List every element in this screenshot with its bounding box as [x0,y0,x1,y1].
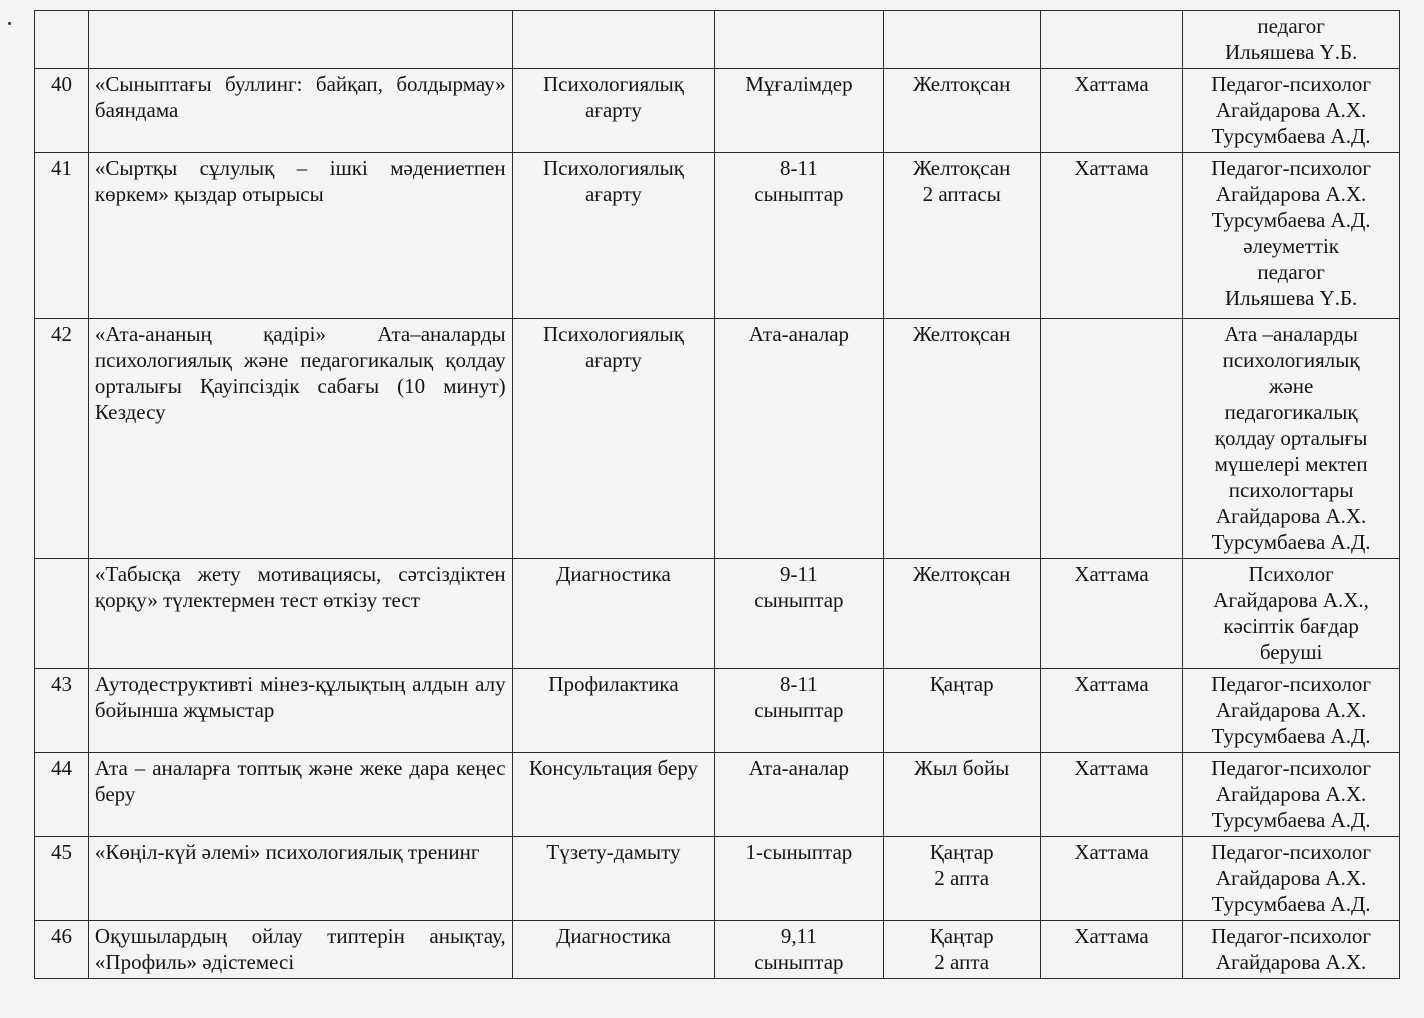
time-cell-line: Желтоқсан [913,322,1011,346]
time-cell [883,753,1040,837]
event-cell: «Сыртқы сұлулық – ішкі мәдениетпен көркем» қыздар отырысы [88,153,512,319]
table-row [35,153,1400,319]
scan-speck [8,22,11,25]
form-cell: Хаттама [1040,153,1182,319]
responsible-cell [1183,319,1400,559]
audience-cell-line: сыныптар [754,698,844,722]
direction-cell: Профилактика [512,669,715,753]
responsible-cell-line: Ата –аналарды [1224,322,1358,346]
direction-cell: Психологиялық ағарту [512,319,715,559]
row-number-cell: 41 [35,153,89,319]
time-cell [883,69,1040,153]
time-cell-line: Желтоқсан [913,72,1011,96]
audience-cell [715,921,883,979]
time-cell-line: Қаңтар [929,924,994,948]
form-cell: Хаттама [1040,669,1182,753]
row-number-cell: 46 [35,921,89,979]
event-cell: Ата – аналарға топтық және жеке дара кеңес беру [88,753,512,837]
audience-cell-line: сыныптар [754,182,844,206]
responsible-cell-line: әлеуметтік [1243,234,1340,258]
time-cell-line: Қаңтар [929,840,994,864]
audience-cell-line: 1-сыныптар [745,840,853,864]
time-cell [883,669,1040,753]
form-cell [1040,319,1182,559]
responsible-cell-line: Агайдарова А.Х. [1215,698,1367,722]
responsible-cell-line: Агайдарова А.Х. [1215,950,1367,974]
time-cell [883,153,1040,319]
direction-cell: Психологиялық ағарту [512,69,715,153]
form-cell: Хаттама [1040,921,1182,979]
form-cell: Хаттама [1040,69,1182,153]
audience-cell [715,669,883,753]
responsible-cell-line: Агайдарова А.Х. [1215,98,1367,122]
table-body [35,11,1400,979]
table-row [35,837,1400,921]
responsible-cell-line: беруші [1259,640,1323,664]
event-cell: «Сыныптағы буллинг: байқап, болдырмау» баяндама [88,69,512,153]
row-number-cell: 42 [35,319,89,559]
responsible-cell-line: Турсумбаева А.Д. [1211,124,1371,148]
event-cell: «Көңіл-күй әлемі» психологиялық тренинг [88,837,512,921]
audience-cell-line: сыныптар [754,950,844,974]
responsible-cell-line: Психолог [1248,562,1334,586]
audience-cell-line: Ата-аналар [748,322,850,346]
responsible-cell-line: Агайдарова А.Х. [1215,782,1367,806]
responsible-cell-line: педагог [1257,260,1325,284]
responsible-cell-line: Педагог-психолог [1211,840,1371,864]
row-number-cell [35,11,89,69]
responsible-cell-line: Агайдарова А.Х. [1215,866,1367,890]
row-number-cell [35,559,89,669]
time-cell-line: 2 апта [934,866,990,890]
responsible-cell-line: Агайдарова А.Х., [1213,588,1369,612]
responsible-cell-line: Педагог-психолог [1211,924,1371,948]
audience-cell-line: 9-11 [780,562,818,586]
responsible-cell-line: Турсумбаева А.Д. [1211,808,1371,832]
audience-cell [715,753,883,837]
responsible-cell [1183,669,1400,753]
audience-cell-line: 8-11 [780,672,818,696]
responsible-cell-line: Турсумбаева А.Д. [1211,530,1371,554]
audience-cell [715,69,883,153]
direction-cell: Диагностика [512,921,715,979]
event-cell: «Табысқа жету мотивациясы, сәтсіздіктен қорқу» түлектермен тест өткізу тест [88,559,512,669]
form-cell: Хаттама [1040,837,1182,921]
responsible-cell [1183,921,1400,979]
time-cell-line: Желтоқсан [913,156,1011,180]
responsible-cell-line: психологиялық [1222,348,1360,372]
responsible-cell-line: педагогикалық [1224,400,1358,424]
event-cell: «Ата-ананың қадірі» Ата–аналарды психологиялық және педагогикалық қолдау орталығы Қауіпсіздік сабағы (10 минут) Кездесу [88,319,512,559]
responsible-cell-line: Педагог-психолог [1211,156,1371,180]
table-row [35,319,1400,559]
direction-cell: Түзету-дамыту [512,837,715,921]
responsible-cell-line: Агайдарова А.Х. [1215,182,1367,206]
audience-cell-line: сыныптар [754,588,844,612]
responsible-cell-line: Турсумбаева А.Д. [1211,724,1371,748]
row-number-cell: 40 [35,69,89,153]
responsible-cell-line: қолдау орталығы [1214,426,1368,450]
responsible-cell [1183,69,1400,153]
audience-cell-line: 9,11 [780,924,817,948]
audience-cell-line: Ата-аналар [748,756,850,780]
table-row [35,11,1400,69]
time-cell-line: 2 апта [934,950,990,974]
responsible-cell-line: және [1268,374,1314,398]
responsible-cell [1183,837,1400,921]
table-row [35,559,1400,669]
responsible-cell-line: Турсумбаева А.Д. [1211,892,1371,916]
time-cell [883,559,1040,669]
time-cell [883,921,1040,979]
responsible-cell [1183,753,1400,837]
audience-cell-line: Мұғалімдер [745,72,853,96]
responsible-cell-line: педагог [1257,14,1325,38]
table-row [35,753,1400,837]
row-number-cell: 43 [35,669,89,753]
responsible-cell-line: Ильяшева Ү.Б. [1224,286,1358,310]
responsible-cell-line: психологтары [1228,478,1354,502]
responsible-cell [1183,153,1400,319]
responsible-cell [1183,559,1400,669]
row-number-cell: 44 [35,753,89,837]
audience-cell [715,837,883,921]
audience-cell [715,319,883,559]
responsible-cell-line: кәсіптік бағдар [1223,614,1359,638]
table-row [35,669,1400,753]
responsible-cell-line: Агайдарова А.Х. [1215,504,1367,528]
row-number-cell: 45 [35,837,89,921]
work-plan-table [34,10,1400,979]
direction-cell [512,11,715,69]
responsible-cell [1183,11,1400,69]
time-cell-line: 2 аптасы [922,182,1001,206]
table-row [35,921,1400,979]
time-cell [883,319,1040,559]
event-cell: Аутодеструктивті мінез-құлықтың алдын алу бойынша жұмыстар [88,669,512,753]
audience-cell [715,11,883,69]
responsible-cell-line: Турсумбаева А.Д. [1211,208,1371,232]
form-cell [1040,11,1182,69]
event-cell [88,11,512,69]
form-cell: Хаттама [1040,559,1182,669]
audience-cell-line: 8-11 [780,156,818,180]
direction-cell: Диагностика [512,559,715,669]
audience-cell [715,559,883,669]
table-row [35,69,1400,153]
responsible-cell-line: мүшелері мектеп [1214,452,1368,476]
responsible-cell-line: Педагог-психолог [1211,72,1371,96]
direction-cell: Психологиялық ағарту [512,153,715,319]
time-cell-line: Жыл бойы [914,756,1010,780]
audience-cell [715,153,883,319]
event-cell: Оқушылардың ойлау типтерін анықтау, «Профиль» әдістемесі [88,921,512,979]
time-cell [883,11,1040,69]
responsible-cell-line: Педагог-психолог [1211,756,1371,780]
direction-cell: Консультация беру [512,753,715,837]
responsible-cell-line: Педагог-психолог [1211,672,1371,696]
time-cell-line: Желтоқсан [913,562,1011,586]
responsible-cell-line: Ильяшева Ү.Б. [1224,40,1358,64]
time-cell [883,837,1040,921]
form-cell: Хаттама [1040,753,1182,837]
time-cell-line: Қаңтар [929,672,994,696]
